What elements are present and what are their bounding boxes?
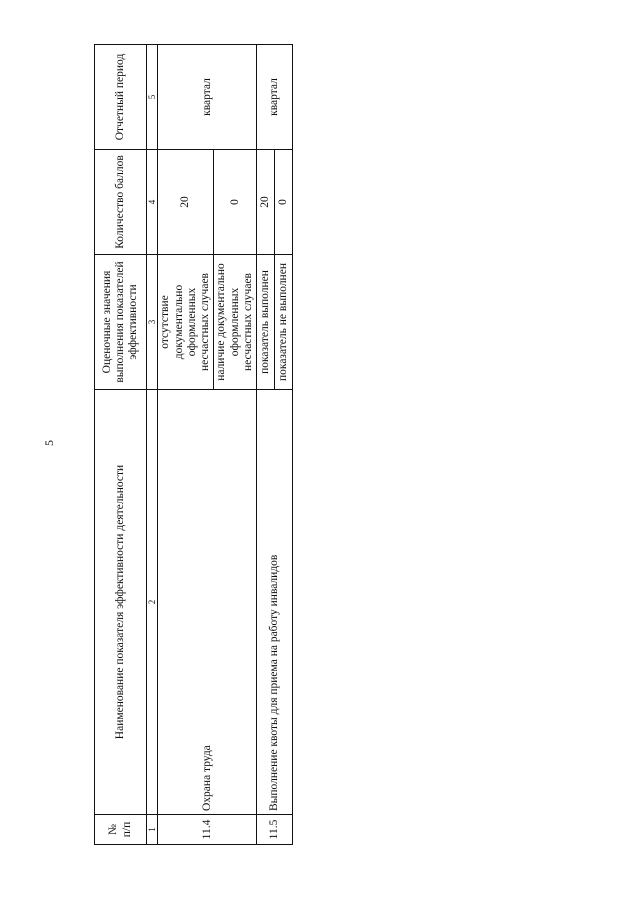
header-row (95, 45, 147, 845)
table-row (158, 45, 214, 845)
indicator-name: Охрана труда (158, 390, 257, 815)
reporting-period: квартал (158, 45, 257, 150)
table-row (257, 45, 275, 845)
value-points: 20 (257, 150, 275, 255)
rotated-table-wrapper (94, 45, 290, 845)
header-number: № п/п (95, 815, 147, 845)
reporting-period: квартал (257, 45, 293, 150)
header-period: Отчетный период (95, 45, 147, 150)
column-number: 2 (147, 390, 158, 815)
column-number: 3 (147, 255, 158, 390)
row-number: 11.5 (257, 815, 293, 845)
column-number: 1 (147, 815, 158, 845)
value-text: показатель не выполнен (275, 255, 293, 390)
value-text: отсутствие документально оформленных несчастных случаев (158, 255, 214, 390)
header-points: Количество баллов (95, 150, 147, 255)
row-number: 11.4 (158, 815, 257, 845)
value-points: 0 (214, 150, 257, 255)
indicator-name: Выполнение квоты для приема на работу инвалидов (257, 390, 293, 815)
column-number: 4 (147, 150, 158, 255)
performance-indicators-table (94, 44, 293, 845)
value-points: 0 (275, 150, 293, 255)
page-number: 5 (42, 440, 56, 446)
value-text: наличие документально оформленных несчастных случаев (214, 255, 257, 390)
header-indicator-name: Наименование показателя эффективности деятельности (95, 390, 147, 815)
value-text: показатель выполнен (257, 255, 275, 390)
value-points: 20 (158, 150, 214, 255)
column-numbers-row (147, 45, 158, 845)
column-number: 5 (147, 45, 158, 150)
header-values: Оценочные значения выполнения показателей эффективности (95, 255, 147, 390)
